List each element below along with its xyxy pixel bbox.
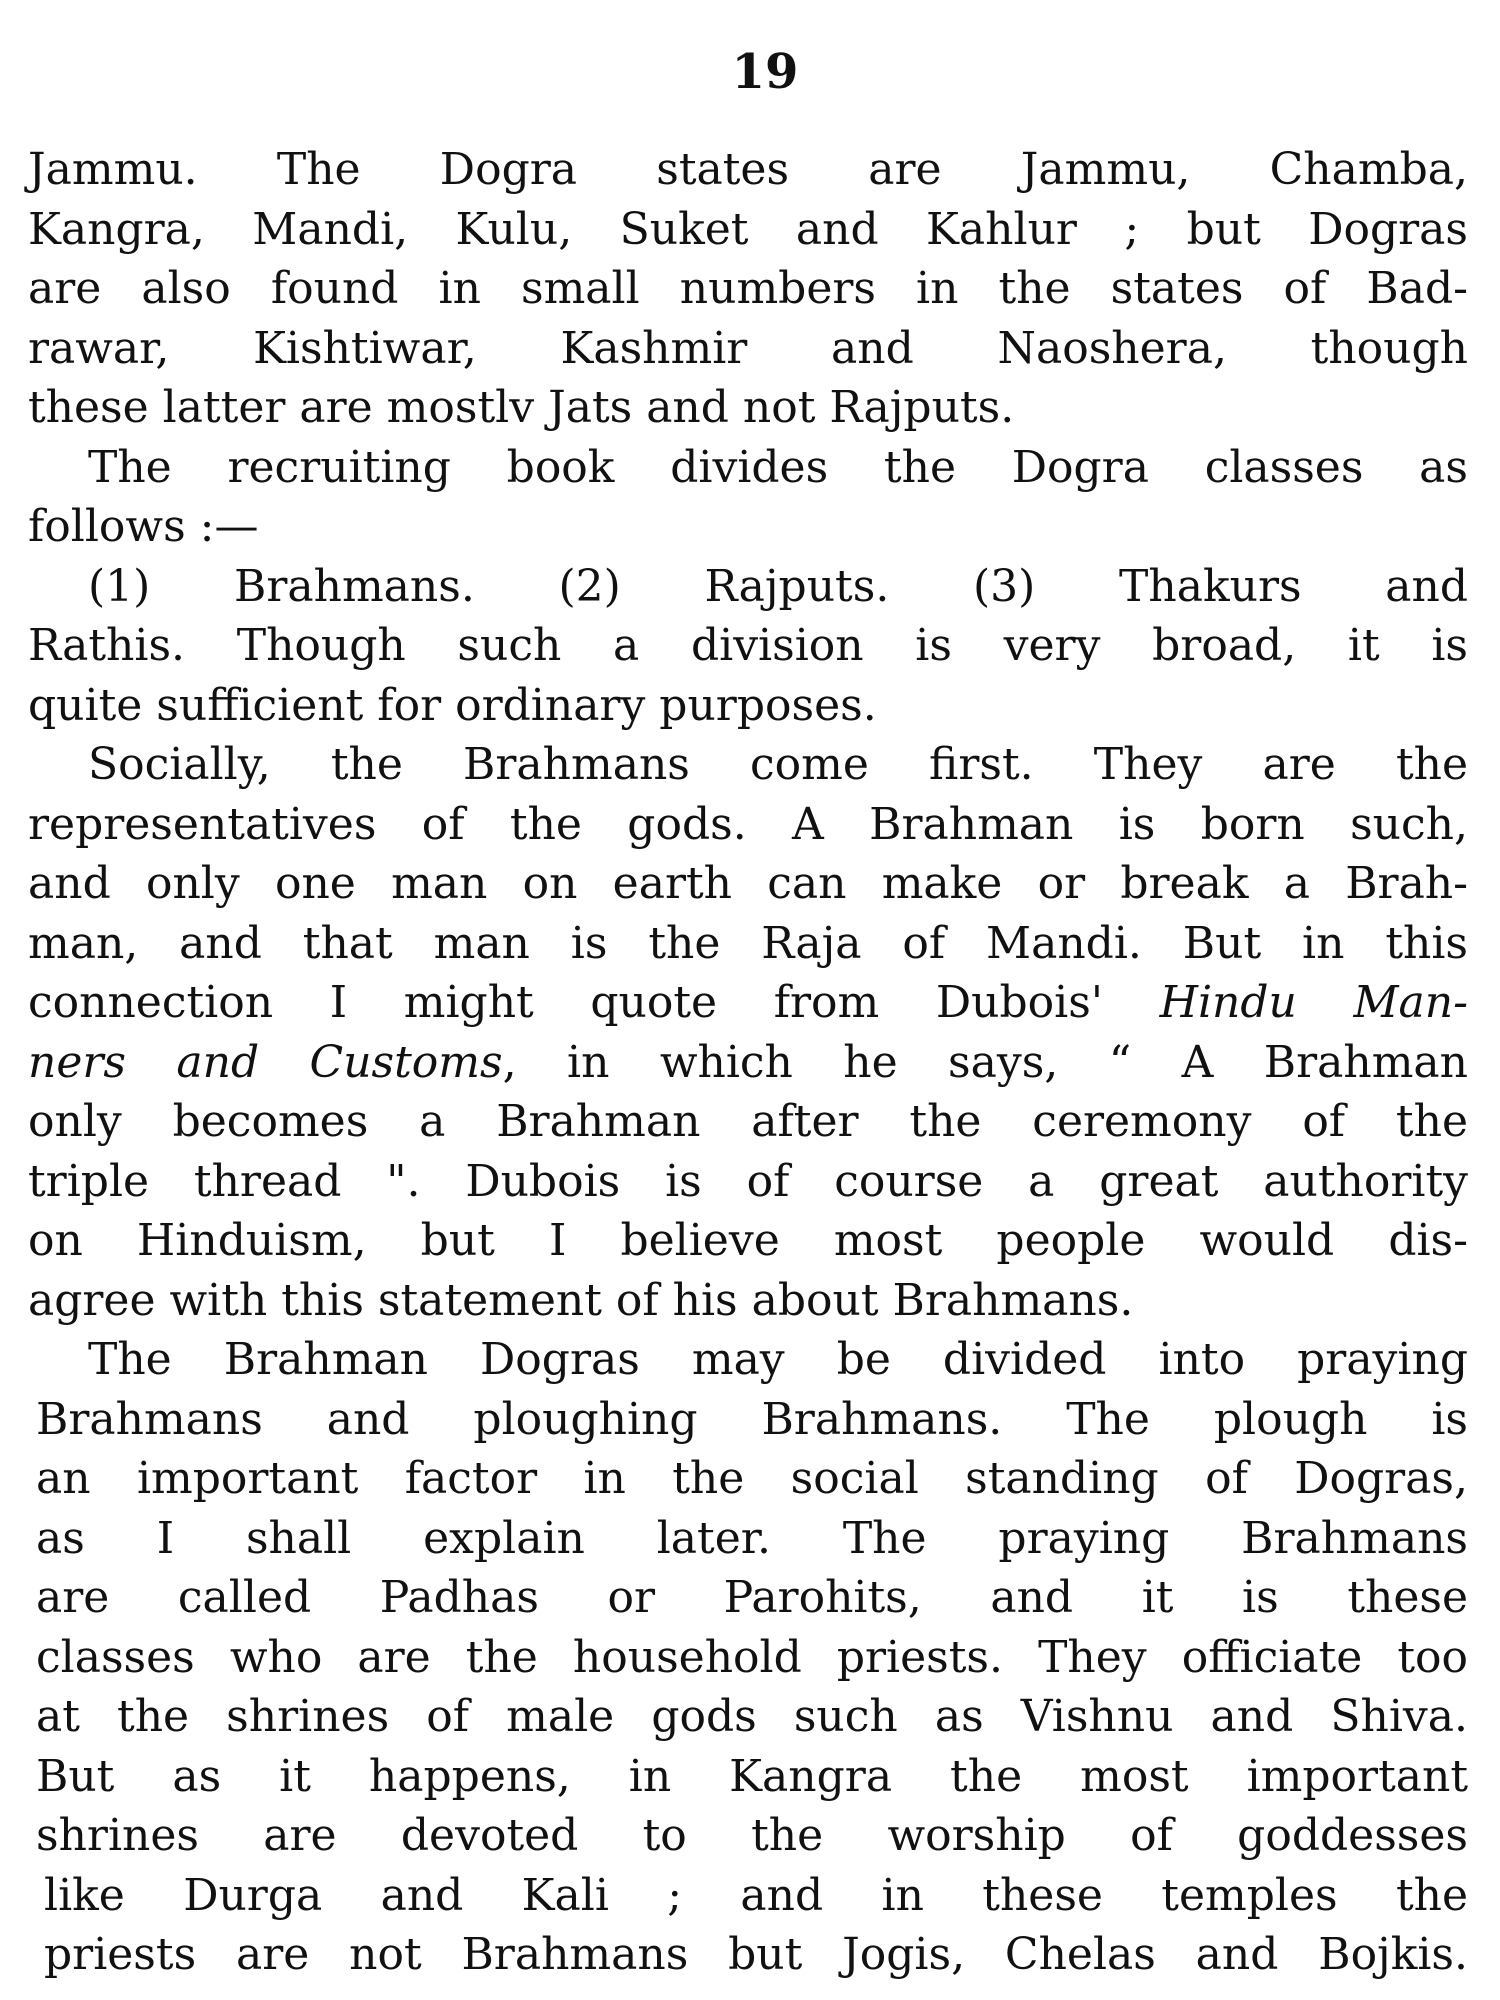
text-line-22: Brahmans and ploughing Brahmans. The plough is bbox=[36, 1393, 1468, 1445]
book-title-part-2: ners and Customs bbox=[28, 1036, 503, 1088]
text-line-30: like Durga and Kali ; and in these temples the bbox=[44, 1869, 1468, 1921]
text-line-10: quite sufficient for ordinary purposes. bbox=[28, 679, 877, 731]
text-line-11: Socially, the Brahmans come first. They are the bbox=[88, 739, 1468, 790]
text-line-24: as I shall explain later. The praying Brahmans bbox=[36, 1512, 1468, 1564]
text-line-2: Kangra, Mandi, Kulu, Suket and Kahlur ; but Dogras bbox=[28, 203, 1468, 255]
text-line-16 bbox=[28, 1033, 1468, 1093]
text-line-14: man, and that man is the Raja of Mandi. But in this bbox=[28, 917, 1468, 969]
book-title-part-1: Hindu Man- bbox=[1159, 977, 1468, 1028]
text-line-4: rawar, Kishtiwar, Kashmir and Naoshera, though bbox=[28, 322, 1468, 374]
text-line-6: The recruiting book divides the Dogra classes as bbox=[88, 441, 1468, 493]
text-line-13: and only one man on earth can make or break a Brah- bbox=[28, 858, 1468, 909]
text-line-23: an important factor in the social standing of Dogras, bbox=[36, 1453, 1468, 1504]
text-line-21: The Brahman Dogras may be divided into praying bbox=[88, 1334, 1468, 1385]
text-line-20: agree with this statement of his about Brahmans. bbox=[28, 1274, 1134, 1326]
text-line-18: triple thread ". Dubois is of course a great authority bbox=[28, 1155, 1468, 1207]
text-line-31: priests are not Brahmans but Jogis, Chelas and Bojkis. bbox=[44, 1929, 1468, 1980]
text-line-5: these latter are mostlv Jats and not Rajputs. bbox=[28, 382, 1015, 433]
text-line-19: on Hinduism, but I believe most people would dis- bbox=[28, 1215, 1468, 1266]
text-line-9: Rathis. Though such a division is very broad, it is bbox=[28, 620, 1468, 671]
text-line-27: at the shrines of male gods such as Vishnu and Shiva. bbox=[36, 1691, 1468, 1742]
text-line-16-rest: , in which he says, “ A Brahman bbox=[502, 1036, 1469, 1088]
page-number: 19 bbox=[731, 44, 799, 100]
text-line-12: representatives of the gods. A Brahman is born such, bbox=[28, 798, 1468, 850]
body-text bbox=[28, 140, 1468, 1985]
text-line-3: are also found in small numbers in the states of Bad- bbox=[28, 263, 1468, 314]
text-line-1: Jammu. The Dogra states are Jammu, Chamba, bbox=[28, 144, 1468, 195]
text-line-25: are called Padhas or Parohits, and it is these bbox=[36, 1572, 1468, 1623]
text-line-28: But as it happens, in Kangra the most important bbox=[36, 1750, 1468, 1802]
text-line-15-start: connection I might quote from Dubois' bbox=[28, 977, 1103, 1028]
text-line-15 bbox=[28, 973, 1468, 1033]
text-line-26: classes who are the household priests. They officiate too bbox=[36, 1631, 1468, 1683]
text-line-17: only becomes a Brahman after the ceremony of the bbox=[28, 1096, 1468, 1147]
text-line-29: shrines are devoted to the worship of goddesses bbox=[36, 1810, 1468, 1861]
text-line-7: follows :— bbox=[28, 501, 259, 552]
text-line-8: (1) Brahmans. (2) Rajputs. (3) Thakurs and bbox=[88, 560, 1468, 612]
